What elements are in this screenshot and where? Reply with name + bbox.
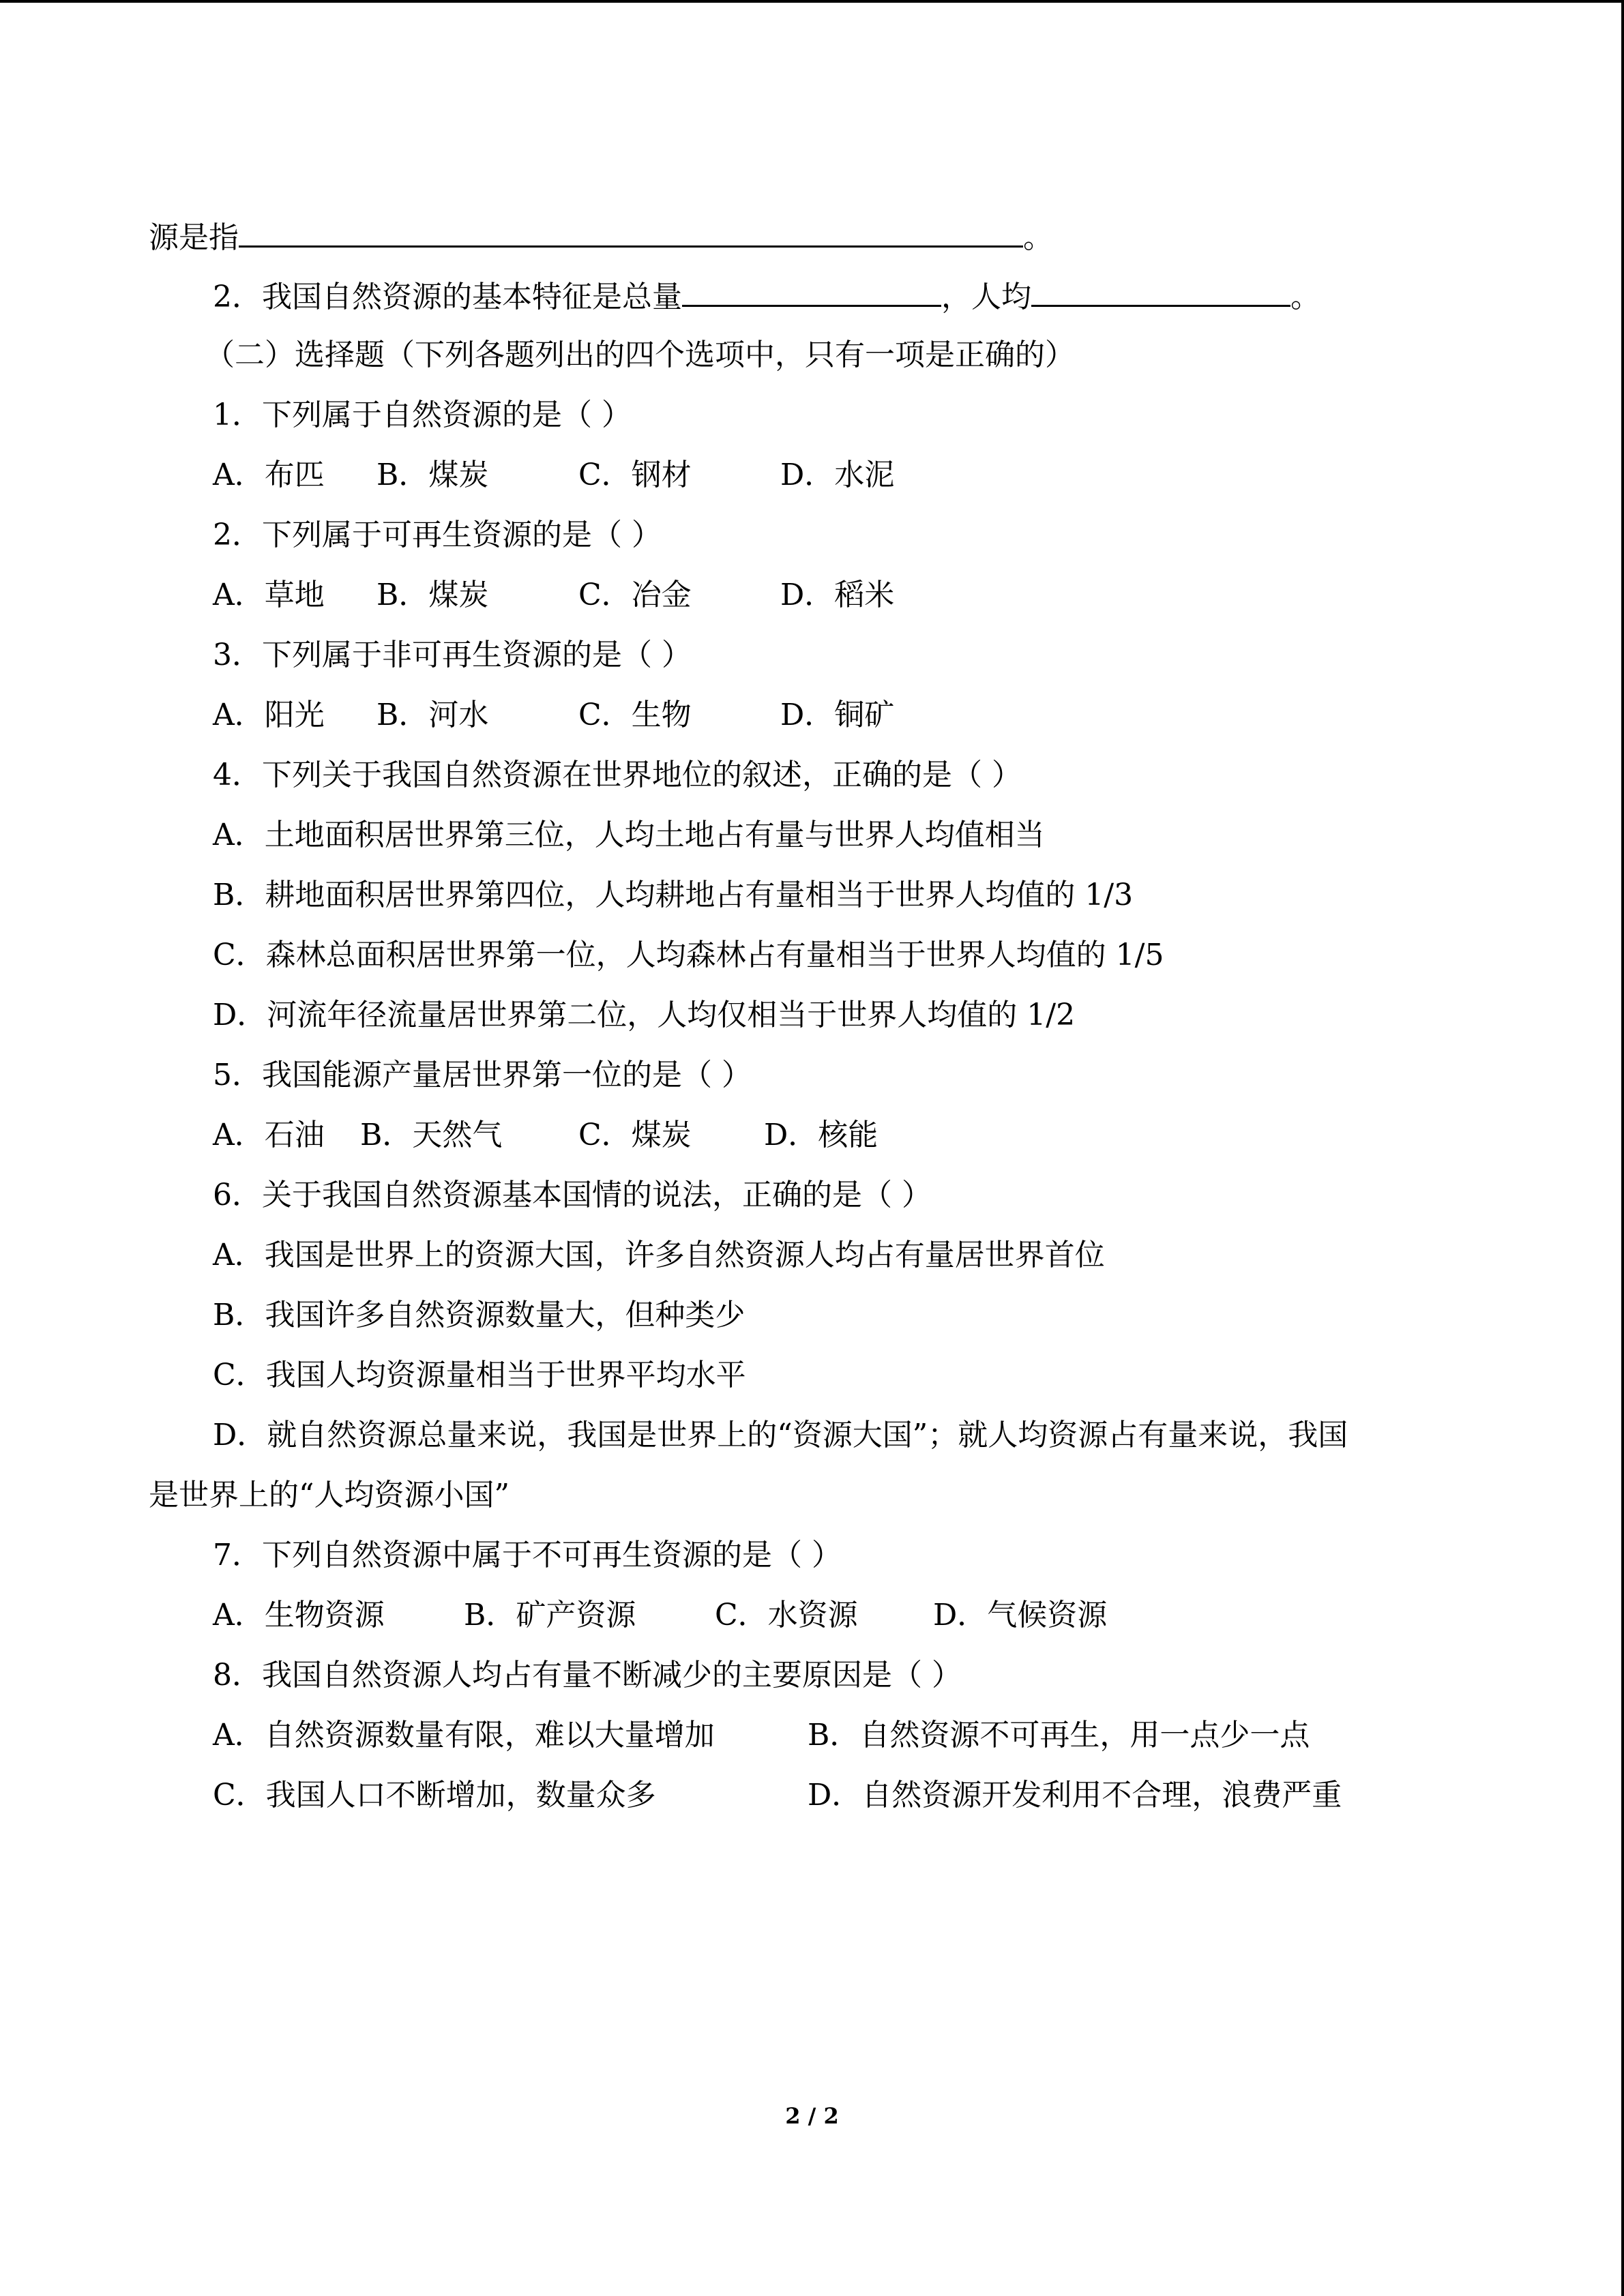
q1-answer-blank[interactable] bbox=[239, 215, 1023, 248]
question-8-options-row-2 bbox=[213, 1775, 1342, 1816]
q3-option-a[interactable]: A．阳光 bbox=[213, 698, 325, 732]
question-6-stem: 6．关于我国自然资源基本国情的说法，正确的是（ ） bbox=[213, 1178, 932, 1212]
q2-option-c[interactable]: C．冶金 bbox=[578, 578, 692, 612]
q5-option-c[interactable]: C．煤炭 bbox=[578, 1118, 692, 1152]
q4-option-c[interactable]: C．森林总面积居世界第一位，人均森林占有量相当于世界人均值的 1/5 bbox=[213, 938, 1164, 972]
section-heading: （二）选择题（下列各题列出的四个选项中，只有一项是正确的） bbox=[205, 338, 1075, 372]
question-1-stem: 1．下列属于自然资源的是（ ） bbox=[213, 398, 632, 432]
question-7-stem: 7．下列自然资源中属于不可再生资源的是（ ） bbox=[213, 1538, 842, 1572]
q2-option-a[interactable]: A．草地 bbox=[213, 578, 325, 612]
q6-option-c[interactable]: C．我国人均资源量相当于世界平均水平 bbox=[213, 1358, 746, 1392]
q7-option-b[interactable]: B．矿产资源 bbox=[464, 1598, 636, 1632]
q8-option-a[interactable]: A．自然资源数量有限，难以大量增加 bbox=[213, 1718, 715, 1753]
question-5-stem: 5．我国能源产量居世界第一位的是（ ） bbox=[213, 1058, 752, 1092]
q1-option-d[interactable]: D．水泥 bbox=[780, 458, 895, 492]
q1-prefix: 源是指 bbox=[149, 220, 239, 255]
q1-option-a[interactable]: A．布匹 bbox=[213, 458, 325, 492]
question-3-options bbox=[213, 695, 894, 736]
fill-in-q2 bbox=[213, 275, 1320, 318]
question-3-stem: 3．下列属于非可再生资源的是（ ） bbox=[213, 638, 692, 672]
q2-suffix: 。 bbox=[1290, 280, 1320, 314]
q2-option-b[interactable]: B．煤炭 bbox=[377, 578, 489, 612]
q4-option-b[interactable]: B．耕地面积居世界第四位，人均耕地占有量相当于世界人均值的 1/3 bbox=[213, 878, 1134, 912]
q1-suffix: 。 bbox=[1023, 220, 1053, 255]
question-4-stem: 4．下列关于我国自然资源在世界地位的叙述，正确的是（ ） bbox=[213, 758, 1022, 792]
q8-option-d[interactable]: D．自然资源开发利用不合理，浪费严重 bbox=[808, 1778, 1342, 1813]
q2-prefix: 2．我国自然资源的基本特征是总量 bbox=[213, 280, 682, 314]
q3-option-c[interactable]: C．生物 bbox=[578, 698, 692, 732]
q1-option-b[interactable]: B．煤炭 bbox=[377, 458, 489, 492]
q2-answer-blank-per-capita[interactable] bbox=[1031, 275, 1290, 307]
question-2-stem: 2．下列属于可再生资源的是（ ） bbox=[213, 518, 662, 552]
q3-option-b[interactable]: B．河水 bbox=[377, 698, 489, 732]
q1-option-c[interactable]: C．钢材 bbox=[578, 458, 692, 492]
q4-option-d[interactable]: D．河流年径流量居世界第二位，人均仅相当于世界人均值的 1/2 bbox=[213, 998, 1076, 1032]
q7-option-d[interactable]: D．气候资源 bbox=[933, 1598, 1108, 1632]
q2-mid: ，人均 bbox=[941, 280, 1031, 314]
question-8-options-row-1 bbox=[213, 1715, 1310, 1756]
q7-option-c[interactable]: C．水资源 bbox=[715, 1598, 858, 1632]
question-2-options bbox=[213, 575, 894, 616]
q6-option-d-continuation: 是世界上的“人均资源小国” bbox=[149, 1478, 510, 1512]
q3-option-d[interactable]: D．铜矿 bbox=[780, 698, 895, 732]
question-7-options bbox=[213, 1595, 1107, 1636]
question-5-options bbox=[213, 1115, 878, 1156]
q5-option-d[interactable]: D．核能 bbox=[764, 1118, 879, 1152]
q8-option-b[interactable]: B．自然资源不可再生，用一点少一点 bbox=[808, 1718, 1310, 1753]
q2-option-d[interactable]: D．稻米 bbox=[780, 578, 895, 612]
page-number: 2 / 2 bbox=[785, 2103, 839, 2129]
q5-option-a[interactable]: A．石油 bbox=[213, 1118, 325, 1152]
fill-in-q1-continuation bbox=[149, 215, 1053, 258]
q2-answer-blank-total[interactable] bbox=[682, 275, 941, 307]
q4-option-a[interactable]: A．土地面积居世界第三位，人均土地占有量与世界人均值相当 bbox=[213, 818, 1045, 852]
question-8-stem: 8．我国自然资源人均占有量不断减少的主要原因是（ ） bbox=[213, 1658, 962, 1693]
q6-option-d[interactable]: D．就自然资源总量来说，我国是世界上的“资源大国”；就人均资源占有量来说，我国 bbox=[213, 1418, 1348, 1452]
q5-option-b[interactable]: B．天然气 bbox=[360, 1118, 503, 1152]
q7-option-a[interactable]: A．生物资源 bbox=[213, 1598, 385, 1632]
q6-option-b[interactable]: B．我国许多自然资源数量大，但种类少 bbox=[213, 1298, 745, 1332]
q8-option-c[interactable]: C．我国人口不断增加，数量众多 bbox=[213, 1778, 656, 1813]
question-1-options bbox=[213, 455, 894, 496]
q6-option-a[interactable]: A．我国是世界上的资源大国，许多自然资源人均占有量居世界首位 bbox=[213, 1238, 1105, 1272]
